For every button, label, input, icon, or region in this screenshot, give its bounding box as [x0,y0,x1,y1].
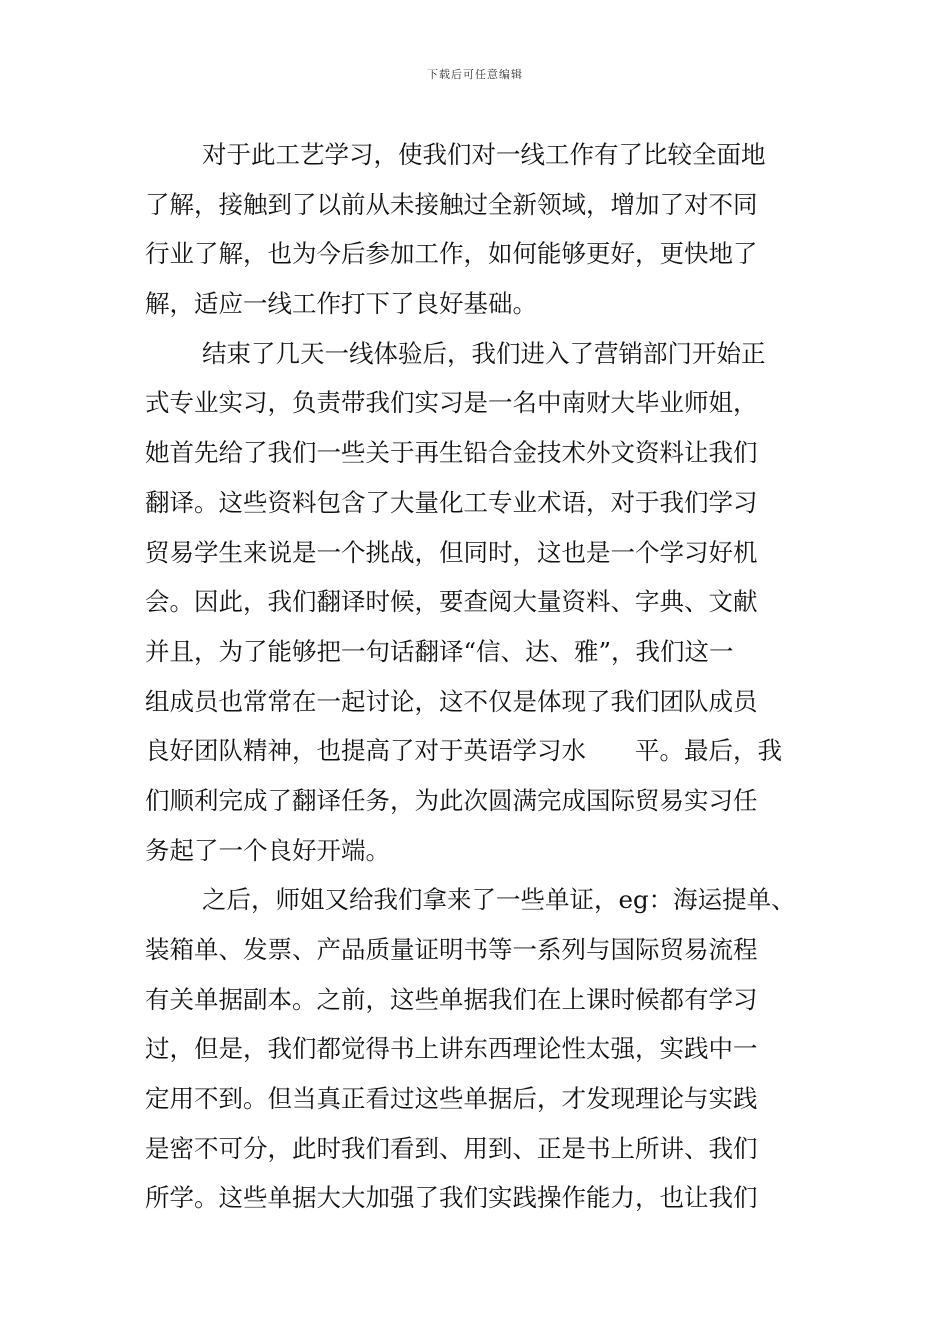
text-line: 组成员也常常在一起讨论，这不仅是体现了我们团队成员 [145,686,758,716]
text-line: 良好团队精神，也提高了对于英语学习水 平。最后，我 [145,736,782,766]
text-line: 所学。这些单据大大加强了我们实践操作能力，也让我们 [145,1183,758,1213]
text-line: 们顺利完成了翻译任务，为此次圆满完成国际贸易实习任 [145,785,758,815]
text-line: 是密不可分，此时我们看到、用到、正是书上所讲、我们 [145,1133,758,1163]
paragraph-3 [145,875,805,1223]
text-line: 装箱单、发票、产品质量证明书等一系列与国际贸易流程 [145,935,758,964]
text-line: 行业了解，也为今后参加工作，如何能够更好，更快地了 [145,239,758,269]
text-line: 之后，师姐又给我们拿来了一些单证，eg：海运提单、 [202,885,796,915]
paragraph-2 [145,329,805,876]
text-line: 定用不到。但当真正看过这些单据后，才发现理论与实践 [145,1084,758,1114]
text-line: 过，但是，我们都觉得书上讲东西理论性太强，实践中一 [145,1034,758,1064]
text-line: 解，适应一线工作打下了良好基础。 [145,289,537,319]
text-line: 式专业实习，负责带我们实习是一名中南财大毕业师姐， [145,388,758,418]
text-line: 对于此工艺学习，使我们对一线工作有了比较全面地 [202,140,766,169]
paragraph-1 [145,130,805,329]
text-line: 并且，为了能够把一句话翻译“信、达、雅”，我们这一 [145,636,734,666]
text-line: 有关单据副本。之前，这些单据我们在上课时候都有学习 [145,984,758,1014]
text-line: 贸易学生来说是一个挑战，但同时，这也是一个学习好机 [145,537,758,567]
text-line: 了解，接触到了以前从未接触过全新领域，增加了对不同 [145,189,758,219]
text-line: 结束了几天一线体验后，我们进入了营销部门开始正 [202,338,766,368]
text-line: 务起了一个良好开端。 [145,835,390,865]
text-line: 她首先给了我们一些关于再生铅合金技术外文资料让我们 [145,438,758,468]
text-line: 会。因此，我们翻译时候，要查阅大量资料、字典、文献 [145,587,758,617]
text-line: 翻译。这些资料包含了大量化工专业术语，对于我们学习 [145,487,758,517]
header-note: 下载后可任意编辑 [427,68,523,81]
document-body [145,130,805,1223]
